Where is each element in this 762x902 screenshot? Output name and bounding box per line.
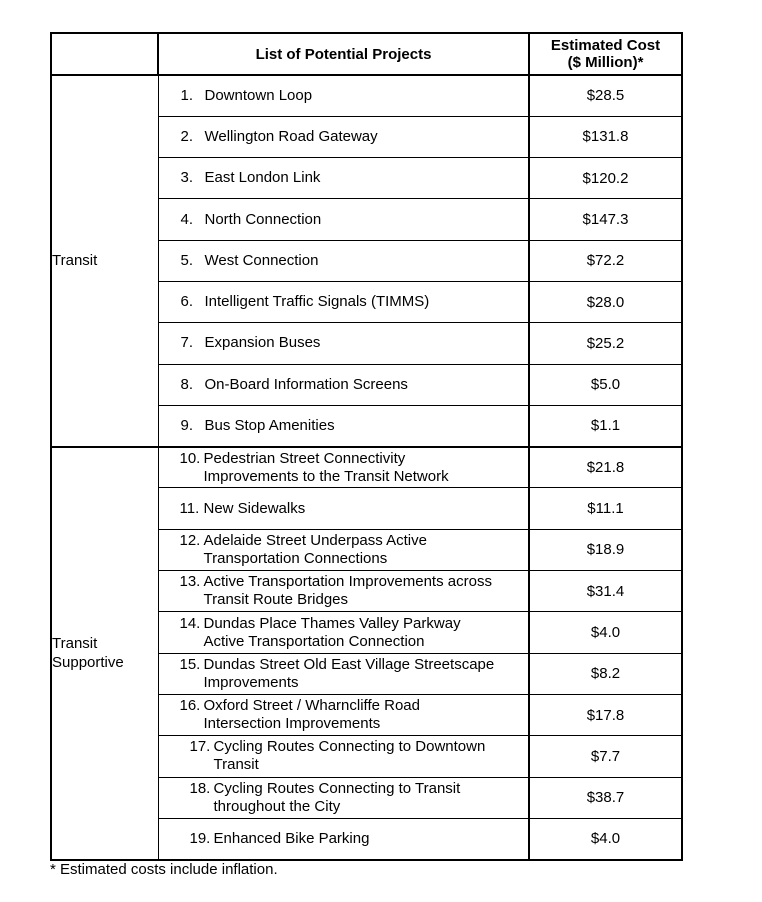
project-name-line2: Transportation Connections xyxy=(203,549,388,567)
header-category-blank xyxy=(51,33,158,75)
project-name: New Sidewalks xyxy=(203,499,306,517)
project-cell xyxy=(158,529,529,570)
table-header-row xyxy=(51,33,682,75)
project-cell xyxy=(158,199,529,240)
project-name: On-Board Information Screens xyxy=(204,375,408,393)
project-number: 15. xyxy=(179,655,201,673)
project-number: 3. xyxy=(180,169,194,187)
project-name-line1: Dundas Place Thames Valley Parkway xyxy=(203,614,461,632)
project-name: Bus Stop Amenities xyxy=(204,416,335,434)
project-cell xyxy=(158,364,529,405)
cost-cell: $4.0 xyxy=(529,818,682,859)
project-cell xyxy=(158,158,529,199)
project-name xyxy=(204,615,529,651)
project-number: 5. xyxy=(180,251,194,269)
project-cell xyxy=(158,447,529,488)
cost-cell: $72.2 xyxy=(529,240,682,281)
cost-cell: $147.3 xyxy=(529,199,682,240)
project-name xyxy=(204,697,529,733)
project-cell xyxy=(158,281,529,322)
header-cost xyxy=(529,33,682,75)
cost-cell: $21.8 xyxy=(529,447,682,488)
table-row xyxy=(51,447,682,488)
cost-cell: $17.8 xyxy=(529,694,682,735)
project-number: 7. xyxy=(180,334,194,352)
project-cell xyxy=(158,75,529,116)
header-cost-line2: ($ Million)* xyxy=(567,54,644,71)
project-number: 8. xyxy=(180,375,194,393)
project-name-line2: Transit Route Bridges xyxy=(203,591,349,609)
cost-cell: $131.8 xyxy=(529,116,682,157)
cost-cell: $8.2 xyxy=(529,653,682,694)
project-number: 10. xyxy=(179,449,201,467)
project-name xyxy=(214,738,529,774)
project-number: 2. xyxy=(180,127,194,145)
category-transit-supportive xyxy=(51,447,158,860)
project-name-line2: Active Transportation Connection xyxy=(203,632,425,650)
category-transit: Transit xyxy=(51,75,158,447)
cost-cell: $11.1 xyxy=(529,488,682,529)
project-cell xyxy=(158,777,529,818)
table-row xyxy=(51,75,682,116)
project-cell xyxy=(158,405,529,446)
project-name: West Connection xyxy=(204,251,319,269)
cost-cell: $28.0 xyxy=(529,281,682,322)
header-projects: List of Potential Projects xyxy=(158,33,529,75)
project-name xyxy=(214,780,529,816)
project-cell xyxy=(158,818,529,859)
cost-cell: $120.2 xyxy=(529,158,682,199)
project-cell xyxy=(158,116,529,157)
category-line1: Transit xyxy=(52,635,98,653)
project-number: 4. xyxy=(180,210,194,228)
project-name-line1: Cycling Routes Connecting to Downtown xyxy=(213,738,486,756)
project-number: 1. xyxy=(180,86,194,104)
cost-cell: $28.5 xyxy=(529,75,682,116)
projects-cost-table xyxy=(50,32,683,861)
header-cost-line1: Estimated Cost xyxy=(550,37,661,54)
cost-cell: $1.1 xyxy=(529,405,682,446)
project-name-line1: Active Transportation Improvements across xyxy=(203,573,492,591)
project-number: 18. xyxy=(189,779,211,797)
project-name-line1: Dundas Street Old East Village Streetscape xyxy=(203,655,495,673)
cost-cell: $38.7 xyxy=(529,777,682,818)
project-name: Intelligent Traffic Signals (TIMMS) xyxy=(204,293,430,311)
project-name: East London Link xyxy=(204,169,321,187)
project-name xyxy=(204,532,529,568)
project-name: Enhanced Bike Parking xyxy=(213,829,370,847)
project-name-line1: Pedestrian Street Connectivity xyxy=(203,449,406,467)
project-name-line1: Adelaide Street Underpass Active xyxy=(203,531,427,549)
cost-cell: $18.9 xyxy=(529,529,682,570)
cost-cell: $4.0 xyxy=(529,612,682,653)
project-name-line2: throughout the City xyxy=(213,797,341,815)
cost-cell: $5.0 xyxy=(529,364,682,405)
project-name-line1: Cycling Routes Connecting to Transit xyxy=(213,779,461,797)
project-cell xyxy=(158,612,529,653)
project-number: 16. xyxy=(179,697,201,715)
project-name: Wellington Road Gateway xyxy=(204,127,378,145)
project-number: 14. xyxy=(179,614,201,632)
project-name-line2: Improvements xyxy=(203,673,299,691)
cost-cell: $7.7 xyxy=(529,736,682,777)
project-name: Expansion Buses xyxy=(204,334,321,352)
project-name: North Connection xyxy=(204,210,322,228)
project-name-line2: Transit xyxy=(213,756,259,774)
project-number: 17. xyxy=(189,738,211,756)
project-number: 6. xyxy=(180,293,194,311)
footnote: * Estimated costs include inflation. xyxy=(50,861,278,878)
project-name: Downtown Loop xyxy=(204,86,313,104)
project-number: 11. xyxy=(179,499,200,517)
project-cell xyxy=(158,736,529,777)
category-line2: Supportive xyxy=(52,654,124,672)
project-cell xyxy=(158,571,529,612)
project-name-line2: Intersection Improvements xyxy=(203,715,381,733)
project-cell xyxy=(158,488,529,529)
project-cell xyxy=(158,323,529,364)
project-number: 12. xyxy=(179,531,201,549)
project-number: 9. xyxy=(180,416,194,434)
project-name-line2: Improvements to the Transit Network xyxy=(203,467,449,485)
project-name-line1: Oxford Street / Wharncliffe Road xyxy=(203,697,420,715)
project-cell xyxy=(158,240,529,281)
cost-cell: $31.4 xyxy=(529,571,682,612)
project-number: 13. xyxy=(179,573,201,591)
project-number: 19. xyxy=(189,829,211,847)
project-cell xyxy=(158,653,529,694)
project-cell xyxy=(158,694,529,735)
project-name xyxy=(204,573,529,609)
project-name xyxy=(204,450,529,486)
project-name xyxy=(204,656,529,692)
cost-cell: $25.2 xyxy=(529,323,682,364)
